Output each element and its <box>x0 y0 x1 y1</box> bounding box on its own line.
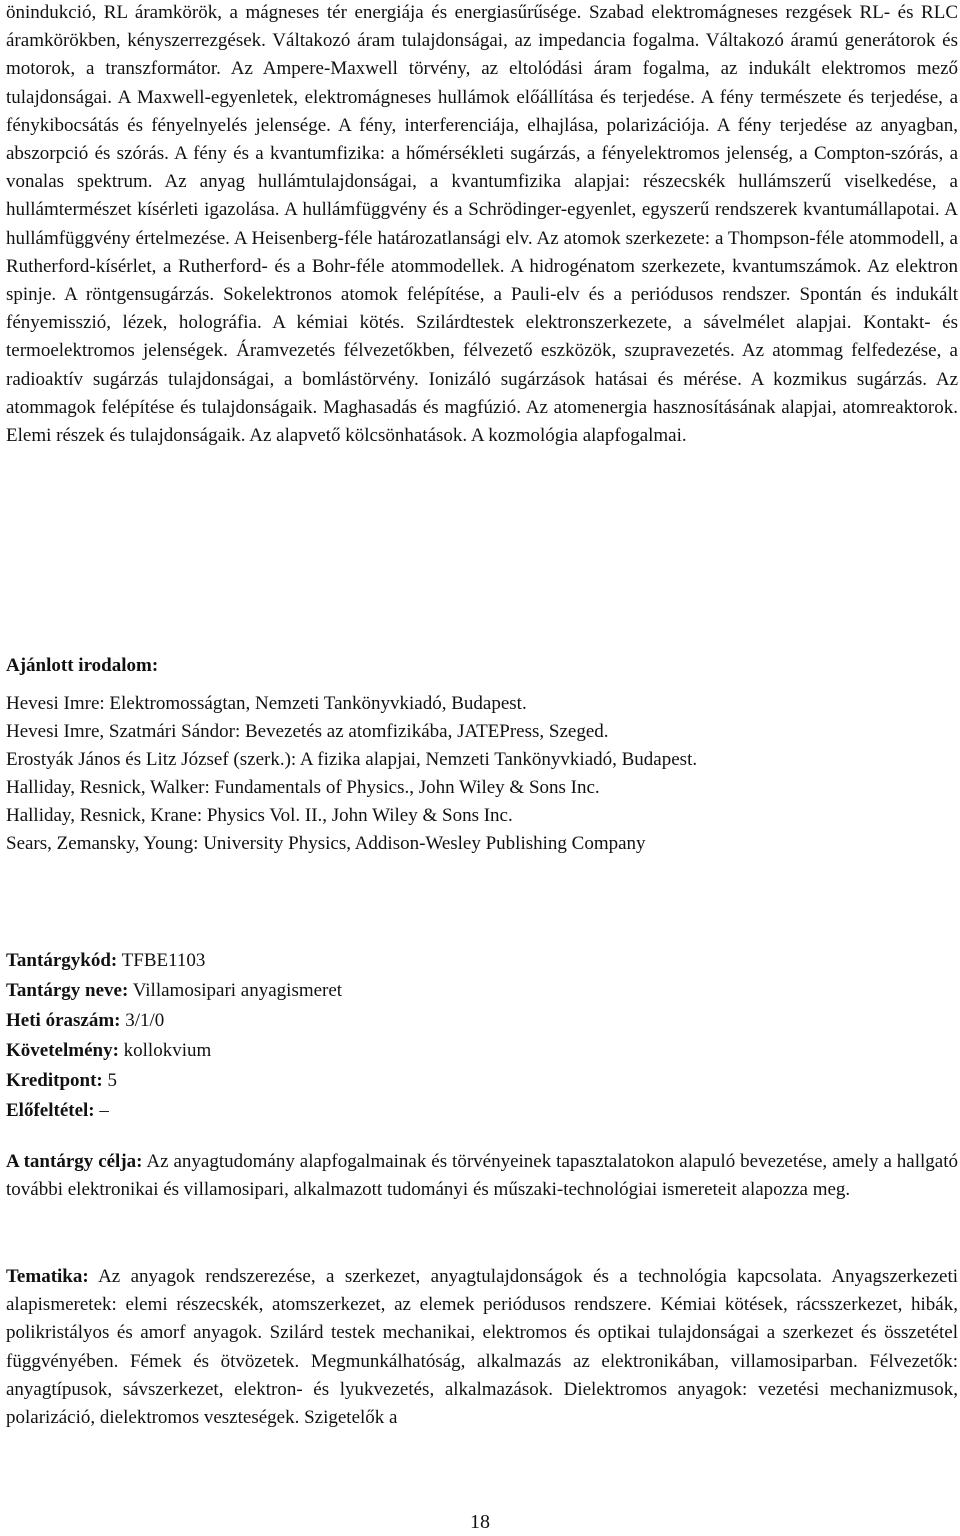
prerequisite-value: – <box>99 1100 109 1121</box>
reading-item: Halliday, Resnick, Walker: Fundamentals of Physics., John Wiley & Sons Inc. <box>6 777 600 798</box>
weekly-hours-value: 3/1/0 <box>125 1010 165 1031</box>
course-fields <box>6 946 958 1126</box>
weekly-hours-label: Heti óraszám: <box>6 1010 121 1031</box>
course-code-label: Tantárgykód: <box>6 950 118 971</box>
credit-value: 5 <box>107 1070 118 1091</box>
intro-paragraph: önindukció, RL áramkörök, a mágneses tér energiája és energiasűrűsége. Szabad elektromágneses rezgések RL- és RLC áramkörökben, kényszerrezgések. Váltakozó áram tulajdonságai, az impedancia fogalma. Váltakozó áramú generátorok és motorok, a transzformátor. Az Ampere-Maxwell törvény, az eltolódási áram fogalma, az indukált elektromos mező tulajdonságai. A Maxwell-egyenletek, elektromágneses hullámok előállítása és terjedése. A fény természete és terjedése, a fénykibocsátás és fényelnyelés jelensége. A fény, interferenciája, elhajlása, polarizációja. A fény terjedése az anyagban, abszorpció és szórás. A fény és a kvantumfizika: a hőmérsékleti sugárzás, a fényelektromos jelenség, a Compton-szórás, a vonalas spektrum. Az anyag hullámtulajdonságai, a kvantumfizika alapjai: részecskék hullámszerű viselkedése, a hullámtermészet kísérleti igazolása. A hullámfüggvény és a Schrödinger-egyenlet, egyszerű rendszerek kvantumállapotai. A hullámfüggvény értelmezése. A Heisenberg-féle határozatlansági elv. Az atomok szerkezete: a Thompson-féle atommodell, a Rutherford-kísérlet, a Rutherford- és a Bohr-féle atommodellek. A hidrogénatom szerkezete, kvantumszámok. Az elektron spinje. A röntgensugárzás. Sokelektronos atomok felépítése, a Pauli-elv és a periódusos rendszer. Spontán és indukált fényemisszió, lézek, holográfia. A kémiai kötés. Szilárdtestek elektronszerkezete, a sávelmélet alapjai. Kontakt- és termoelektromos jelenségek. Áramvezetés félvezetőkben, félvezető eszközök, szupravezetés. Az atommag felfedezése, a radioaktív sugárzás tulajdonságai, a bomlástörvény. Ionizáló sugárzások hatásai és mérése. A kozmikus sugárzás. Az atommagok felépítése és tulajdonságaik. Maghasadás és magfúzió. Az atomenergia hasznosításának alapjai, atomreaktorok. Elemi részek és tulajdonságaik. Az alapvető kölcsönhatások. A kozmológia alapfogalmai. <box>6 2 958 447</box>
course-goal-text: Az anyagtudomány alapfogalmainak és törvényeinek tapasztalatokon alapuló bevezetése, amely a hallgató további elektronikai és villamosipari, alkalmazott tudományi és műszaki-technológiai ismereteit alapozza meg. <box>6 1151 959 1201</box>
page-number: 18 <box>470 1511 490 1533</box>
course-goal-paragraph <box>6 1148 958 1204</box>
reading-item: Hevesi Imre: Elektromosságtan, Nemzeti Tankönyvkiadó, Budapest. <box>6 693 527 714</box>
course-code-value: TFBE1103 <box>121 950 206 971</box>
credit-label: Kreditpont: <box>6 1070 103 1091</box>
requirement-value: kollokvium <box>123 1040 212 1061</box>
topics-paragraph <box>6 1263 958 1432</box>
credit-row <box>6 1066 958 1096</box>
requirement-label: Követelmény: <box>6 1040 119 1061</box>
course-content-continuation <box>6 0 958 450</box>
course-goal-label: A tantárgy célja: <box>6 1151 143 1172</box>
reading-item: Erostyák János és Litz József (szerk.): A fizika alapjai, Nemzeti Tankönyvkiadó, Budapest. <box>6 749 698 770</box>
reading-item: Hevesi Imre, Szatmári Sándor: Bevezetés az atomfizikába, JATEPress, Szeged. <box>6 721 609 742</box>
requirement-row <box>6 1036 958 1066</box>
course-code-row <box>6 946 958 976</box>
reading-item: Halliday, Resnick, Krane: Physics Vol. II., John Wiley & Sons Inc. <box>6 805 513 826</box>
course-name-value: Villamosipari anyagismeret <box>132 980 343 1001</box>
course-name-label: Tantárgy neve: <box>6 980 129 1001</box>
reading-heading: Ajánlott irodalom: <box>6 655 159 676</box>
reading-list <box>6 690 958 858</box>
topics-text: Az anyagok rendszerezése, a szerkezet, anyagtulajdonságok és a technológia kapcsolata. Anyagszerkezeti alapismeretek: elemi részecskék, atomszerkezet, az elemek periódusos rendszere. Kémiai kötések, rácsszerkezet, hibák, polikristályos és amorf anyagok. Szilárd testek mechanikai, elektromos és optikai tulajdonságai a szerkezet és összetétel függvényében. Fémek és ötvözetek. Megmunkálhatóság, alkalmazás az elektronikában, villamosiparban. Félvezetők: anyagtípusok, sávszerkezet, elektron- és lyukvezetés, alkalmazások. Dielektromos anyagok: vezetési mechanizmusok, polarizáció, dielektromos veszteségek. Szigetelők a <box>6 1266 959 1429</box>
reading-item: Sears, Zemansky, Young: University Physics, Addison-Wesley Publishing Company <box>6 833 646 854</box>
course-name-row <box>6 976 958 1006</box>
prerequisite-row <box>6 1096 958 1126</box>
weekly-hours-row <box>6 1006 958 1036</box>
prerequisite-label: Előfeltétel: <box>6 1100 95 1121</box>
topics-label: Tematika: <box>6 1266 89 1287</box>
